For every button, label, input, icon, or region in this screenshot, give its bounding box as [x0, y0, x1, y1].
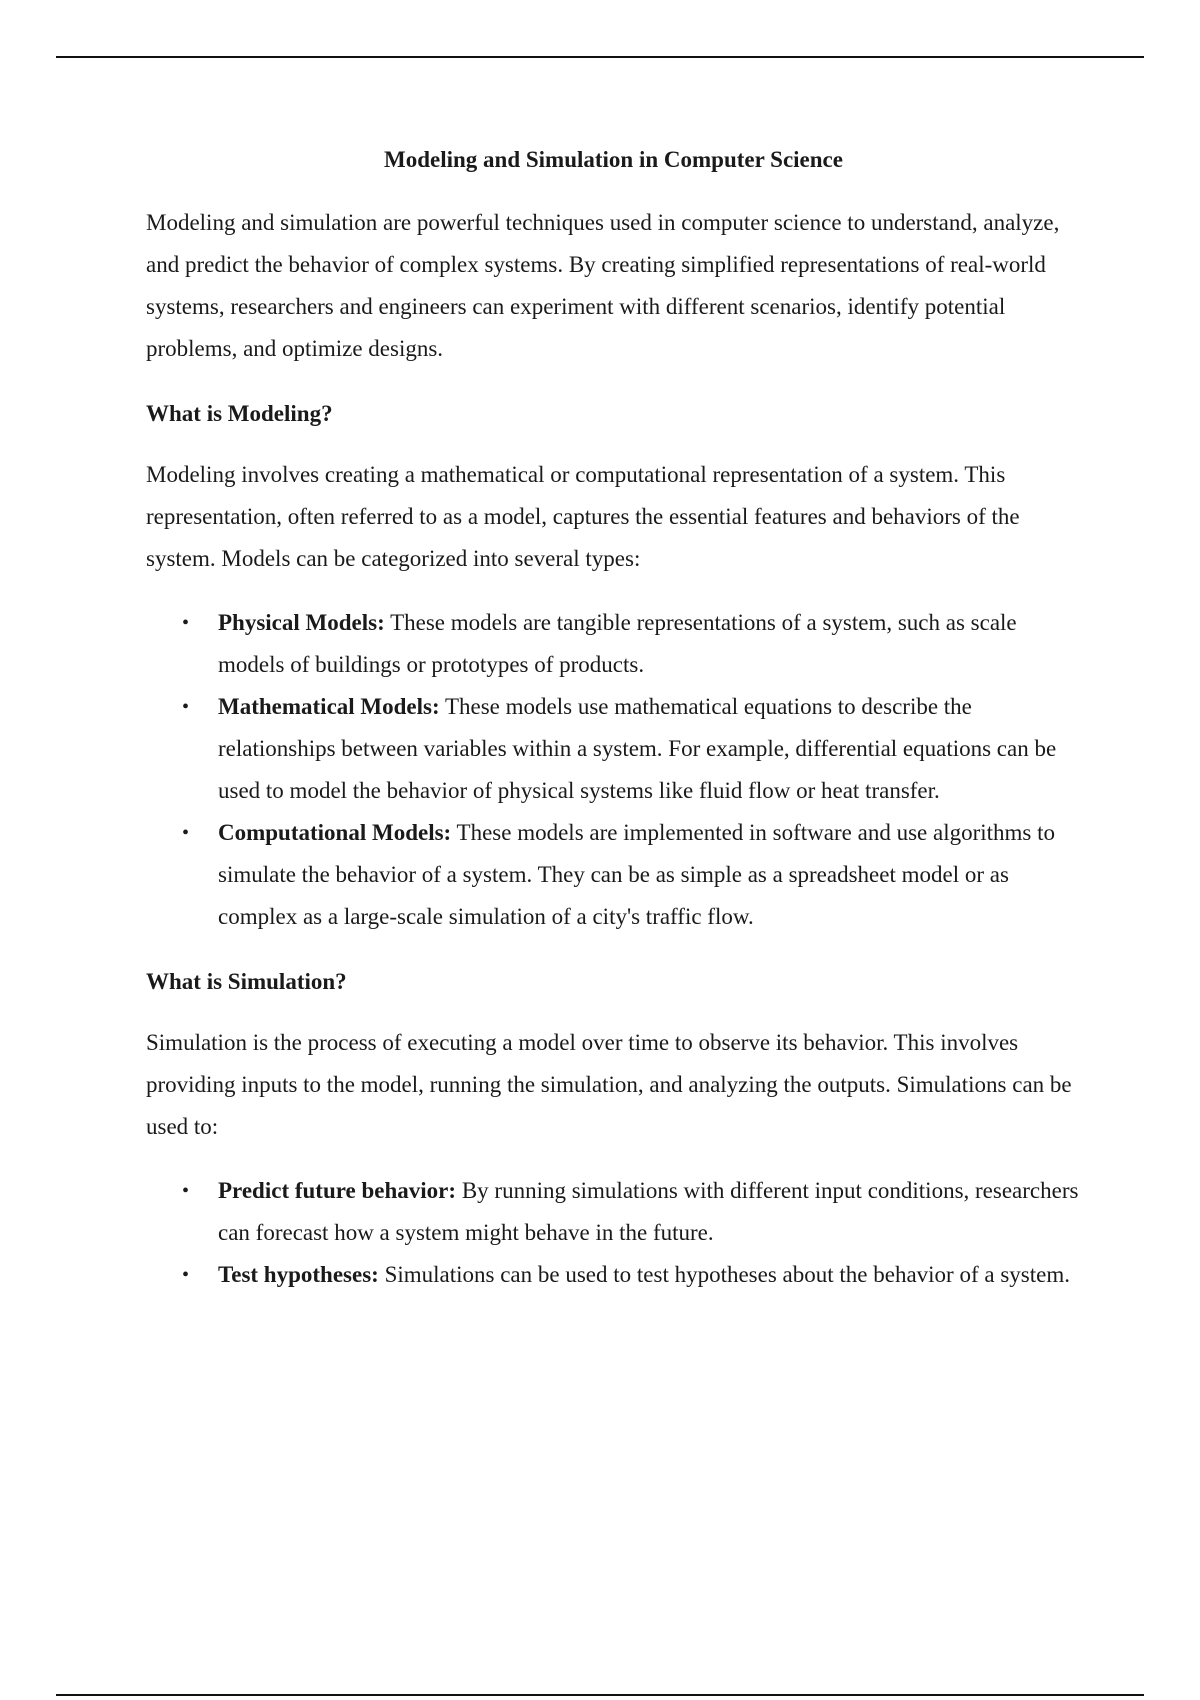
list-item-term: Mathematical Models: [218, 694, 440, 719]
section-paragraph-simulation: Simulation is the process of executing a model over time to observe its behavior. This involves providing inputs to the model, running the simulation, and analyzing the outputs. Simulations can be used to: [146, 1030, 1072, 1139]
list-item [146, 686, 1081, 812]
list-item-term: Physical Models: [218, 610, 385, 635]
section-paragraph-modeling: Modeling involves creating a mathematical or computational representation of a system. This representation, often referred to as a model, captures the essential features and behaviors of the system. Models can be categorized into several types: [146, 462, 1020, 571]
list-item [146, 1254, 1081, 1296]
list-item-text: These models are implemented in software and use algorithms to simulate the behavior of a system. They can be as simple as a spreadsheet model or as complex as a large-scale simulation of a city's traffic flow. [218, 820, 1056, 929]
modeling-types-list [146, 602, 1081, 938]
bullet-icon: • [182, 822, 190, 844]
bottom-rule [56, 1694, 1144, 1696]
bullet-icon: • [182, 696, 190, 718]
list-item [146, 1170, 1081, 1254]
simulation-uses-list [146, 1170, 1081, 1296]
bullet-icon: • [182, 1180, 190, 1202]
intro-paragraph: Modeling and simulation are powerful techniques used in computer science to understand, analyze, and predict the behavior of complex systems. By creating simplified representations of real-world systems, researchers and engineers can experiment with different scenarios, identify potential problems, and optimize designs. [146, 210, 1060, 361]
list-item-text: These models use mathematical equations to describe the relationships between variables within a system. For example, differential equations can be used to model the behavior of physical systems like fluid flow or heat transfer. [218, 694, 1057, 803]
bullet-icon: • [182, 612, 190, 634]
list-item [146, 812, 1081, 938]
section-heading-modeling: What is Modeling? [146, 401, 333, 426]
document-body [146, 142, 1081, 1296]
list-item-text: Simulations can be used to test hypotheses about the behavior of a system. [378, 1262, 1070, 1287]
list-item-term: Test hypotheses: [218, 1262, 379, 1287]
bullet-icon: • [182, 1264, 190, 1286]
section-heading-simulation: What is Simulation? [146, 969, 347, 994]
list-item-term: Computational Models: [218, 820, 452, 845]
top-rule [56, 56, 1144, 58]
document-title: Modeling and Simulation in Computer Science [384, 147, 843, 172]
list-item-text: These models are tangible representations of a system, such as scale models of buildings or prototypes of products. [218, 610, 1017, 677]
list-item [146, 602, 1081, 686]
list-item-term: Predict future behavior: [218, 1178, 457, 1203]
list-item-text: By running simulations with different input conditions, researchers can forecast how a system might behave in the future. [218, 1178, 1079, 1245]
